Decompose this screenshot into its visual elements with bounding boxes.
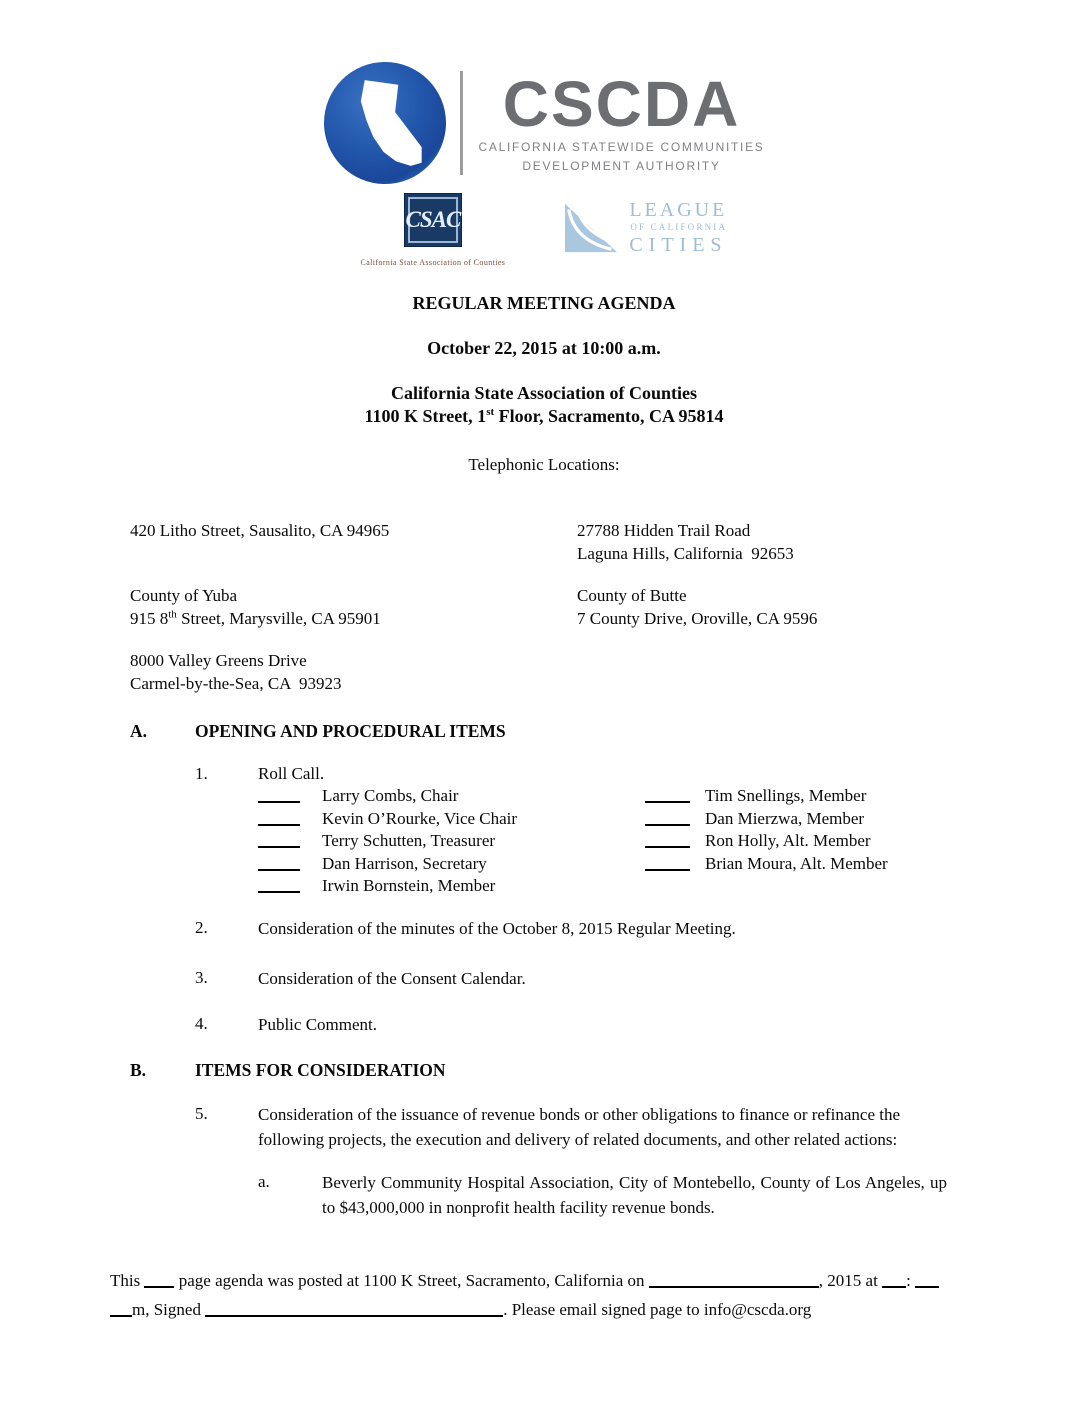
roll-call-entry: Dan Mierzwa, Member (645, 808, 888, 831)
item-1-number: 1. (195, 764, 208, 783)
location-carmel: 8000 Valley Greens Drive Carmel-by-the-Sea, CA 93923 (130, 651, 342, 693)
item-5-number: 5. (195, 1103, 208, 1123)
roll-call-entry: Tim Snellings, Member (645, 785, 888, 808)
roll-call-blank (258, 869, 300, 871)
address-row-1 (130, 519, 947, 565)
california-state-shape-icon (346, 75, 424, 171)
roll-call-blank (645, 824, 690, 826)
roll-call-blank (645, 869, 690, 871)
partner-logos (0, 194, 1088, 267)
section-b-letter: B. (130, 1059, 147, 1080)
item-5 (130, 1102, 947, 1152)
item-2 (130, 916, 947, 941)
item-1-roll-call (130, 762, 947, 785)
roll-call-blank (645, 801, 690, 803)
league-line3: CITIES (629, 234, 728, 256)
footer-seg4: : (906, 1271, 911, 1290)
footer-seg1: This (110, 1271, 141, 1290)
item-2-text: Consideration of the minutes of the October 8, 2015 Regular Meeting. (258, 918, 736, 938)
footer-seg6: . Please email signed page to (503, 1300, 700, 1319)
roll-call-blank (258, 846, 300, 848)
logo-divider (460, 71, 463, 175)
league-text-block (629, 200, 727, 255)
csac-acronym: CSAC (405, 206, 461, 232)
page-count-blank (144, 1286, 174, 1288)
csac-logo (360, 194, 505, 274)
location-sausalito: 420 Litho Street, Sausalito, CA 94965 (130, 521, 390, 540)
location-laguna-hills: 27788 Hidden Trail Road Laguna Hills, California 92653 (577, 521, 794, 563)
item-5a-text: Beverly Community Hospital Association, City of Montebello, County of Los Angeles, up to $43,000,000 in nonprofit health facility revenue bonds. (322, 1172, 947, 1217)
csac-caption: California State Association of Counties (360, 258, 506, 267)
telephonic-locations-label: Telephonic Locations: (468, 455, 620, 474)
agenda-body (130, 720, 947, 1220)
cscda-logo (0, 0, 1088, 184)
item-4-number: 4. (195, 1013, 208, 1033)
logo-subtitle-line2: DEVELOPMENT AUTHORITY (522, 158, 721, 173)
signature-blank (205, 1315, 503, 1317)
footer-seg3: , 2015 at (818, 1271, 878, 1290)
roll-call-entry: Ron Holly, Alt. Member (645, 830, 888, 853)
email-address: info@cscda.org (703, 1300, 812, 1319)
section-b-title: ITEMS FOR CONSIDERATION (195, 1059, 446, 1080)
section-a-title: OPENING AND PROCEDURAL ITEMS (195, 721, 506, 741)
item-5-text: Consideration of the issuance of revenue bonds or other obligations to finance or refinance the following projects, the execution and delivery of related documents, and other related actions: (258, 1104, 901, 1149)
location-butte: County of Butte 7 County Drive, Oroville, CA 9596 (577, 586, 818, 628)
roll-call-entry: Terry Schutten, Treasurer (258, 830, 645, 853)
league-line1: LEAGUE (629, 199, 728, 221)
posting-date-blank (649, 1286, 819, 1288)
roll-call-right-column (645, 785, 888, 898)
item-3 (130, 966, 947, 991)
meeting-title: REGULAR MEETING AGENDA (412, 293, 676, 313)
item-4-text: Public Comment. (258, 1014, 377, 1034)
address-row-3 (130, 649, 947, 695)
telephonic-locations-list (130, 519, 947, 695)
item-2-number: 2. (195, 917, 208, 937)
roll-call-blank (258, 891, 300, 893)
roll-call-entry: Kevin O’Rourke, Vice Chair (258, 808, 645, 831)
league-of-california-cities-logo (563, 194, 727, 255)
item-5a (130, 1170, 947, 1220)
logo-subtitle-line1: CALIFORNIA STATEWIDE COMMUNITIES (478, 140, 765, 154)
footer-seg2: page agenda was posted at 1100 K Street, Sacramento, California on (178, 1271, 645, 1290)
minute-blank (915, 1286, 939, 1288)
roll-call-blank (258, 824, 300, 826)
roll-call-entry: Irwin Bornstein, Member (258, 875, 645, 898)
section-a-heading (130, 720, 947, 743)
section-b-heading (130, 1059, 947, 1082)
league-swoosh-icon (563, 202, 619, 254)
venue-name: California State Association of Counties (391, 383, 697, 403)
item-3-number: 3. (195, 967, 208, 987)
address-row-2 (130, 584, 947, 630)
roll-call-entry: Larry Combs, Chair (258, 785, 645, 808)
posting-certification-footer (110, 1266, 950, 1324)
meeting-datetime: October 22, 2015 at 10:00 a.m. (427, 338, 661, 358)
hour-blank (882, 1286, 906, 1288)
logo-acronym: CSCDA (502, 67, 741, 140)
item-1-label: Roll Call. (258, 764, 325, 783)
league-line2: OF CALIFORNIA (630, 222, 728, 232)
venue-block (0, 382, 1088, 428)
logo-text-block (478, 67, 765, 175)
california-globe-icon (324, 62, 446, 184)
csac-logo-icon (405, 194, 461, 246)
item-4 (130, 1012, 947, 1037)
item-3-text: Consideration of the Consent Calendar. (258, 968, 526, 988)
venue-address: 1100 K Street, 1st Floor, Sacramento, CA 95814 (364, 406, 724, 426)
roll-call-left-column (258, 785, 645, 898)
roll-call-columns (130, 785, 947, 898)
roll-call-entry: Dan Harrison, Secretary (258, 853, 645, 876)
location-yuba: County of Yuba 915 8th Street, Marysville, CA 95901 (130, 586, 381, 628)
roll-call-blank (258, 801, 300, 803)
footer-seg5: m, Signed (132, 1300, 201, 1319)
section-a-letter: A. (130, 721, 148, 741)
roll-call-entry: Brian Moura, Alt. Member (645, 853, 888, 876)
roll-call-blank (645, 846, 690, 848)
item-5a-letter: a. (258, 1171, 270, 1191)
am-pm-blank (110, 1315, 132, 1317)
